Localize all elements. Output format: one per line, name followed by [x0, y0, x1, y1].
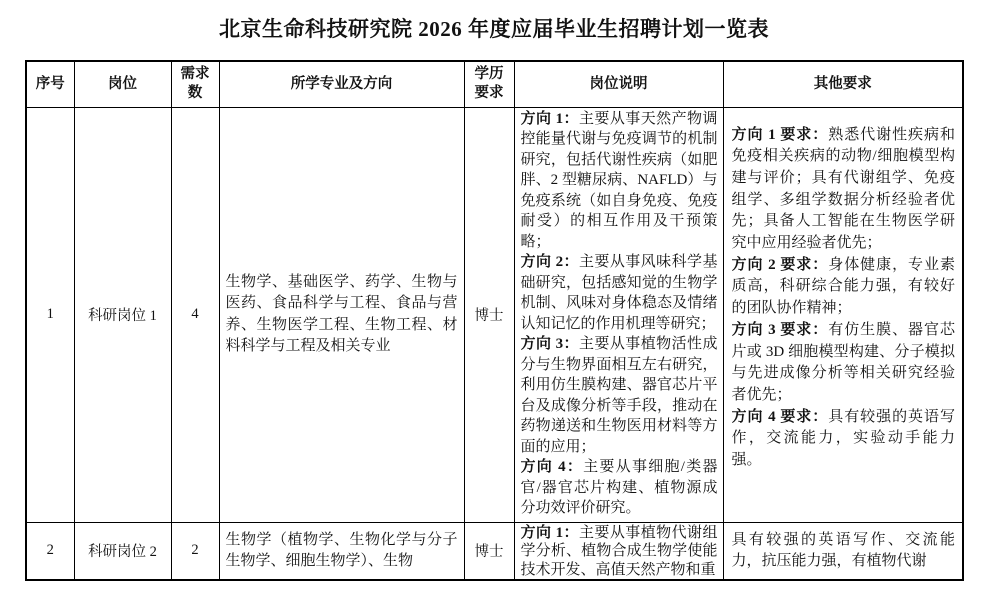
table-header-row — [26, 61, 963, 107]
cell-seq: 2 — [26, 522, 74, 580]
recruitment-table — [25, 60, 964, 581]
page-title: 北京生命科技研究院 2026 年度应届毕业生招聘计划一览表 — [219, 17, 769, 41]
cell-other-requirements — [723, 107, 963, 522]
table-row-2 — [26, 522, 963, 580]
cell-degree: 博士 — [464, 522, 514, 580]
col-header-description: 岗位说明 — [514, 61, 723, 107]
cell-count: 4 — [171, 107, 219, 522]
cell-position: 科研岗位 2 — [74, 522, 171, 580]
cell-description — [514, 522, 723, 580]
cell-count: 2 — [171, 522, 219, 580]
cell-degree: 博士 — [464, 107, 514, 522]
cell-other-requirements — [723, 522, 963, 580]
col-header-degree: 学历要求 — [464, 61, 514, 107]
table-row-1 — [26, 107, 963, 522]
cell-majors: 生物学、基础医学、药学、生物与医药、食品科学与工程、食品与营养、生物医学工程、生物工程、材料科学与工程及相关专业 — [219, 107, 464, 522]
col-header-position: 岗位 — [74, 61, 171, 107]
cell-position: 科研岗位 1 — [74, 107, 171, 522]
cell-description — [514, 107, 723, 522]
col-header-other-requirements: 其他要求 — [723, 61, 963, 107]
cell-seq: 1 — [26, 107, 74, 522]
cell-majors: 生物学（植物学、生物化学与分子生物学、细胞生物学）、生物 — [219, 522, 464, 580]
col-header-count: 需求数 — [171, 61, 219, 107]
col-header-seq: 序号 — [26, 61, 74, 107]
other-requirements-text: 具有较强的英语写作、交流能力，抗压能力强，有植物代谢 — [731, 531, 955, 569]
col-header-majors: 所学专业及方向 — [219, 61, 464, 107]
description-text: 方向 1：主要从事天然产物调控能量代谢与免疫调节的机制研究，包括代谢性疾病（如肥胖、2 型糖尿病、NAFLD）与免疫系统（如自身免疫、免疫耐受）的相互作用及干预策略； 方向 2：主要从事风味科学基础研究，包括感知觉的生物学机制、风味对身体稳态及情绪认知记忆的作用机理等研究； 方向 3：主要从事植物活性成分与生物界面相互左右研究，利用仿生膜构建、器官芯片平台及成像分析等手段，推动在药物递送和生物医用材料等方面的应用； 方向 4：主要从事细胞/类器官/器官芯片构建、植物源成分功效评价研究。 — [520, 110, 718, 516]
other-requirements-text: 方向 1 要求：熟悉代谢性疾病和免疫相关疾病的动物/细胞模型构建与评价；具有代谢组学、免疫组学、多组学数据分析经验者优先；具备人工智能在生物医学研究中应用经验者优先； 方向 2 要求：身体健康，专业素质高，科研综合能力强，有较好的团队协作精神； 方向 3 要求：有仿生膜、器官芯片或 3D 细胞模型构建、分子模拟与先进成像分析等相关研究经验者优先； 方向 4 要求：具有较强的英语写作，交流能力，实验动手能力强。 — [731, 126, 955, 469]
description-text: 方向 1：主要从事植物代谢组学分析、植物合成生物学使能技术开发、高值天然产物和重 — [520, 524, 718, 578]
